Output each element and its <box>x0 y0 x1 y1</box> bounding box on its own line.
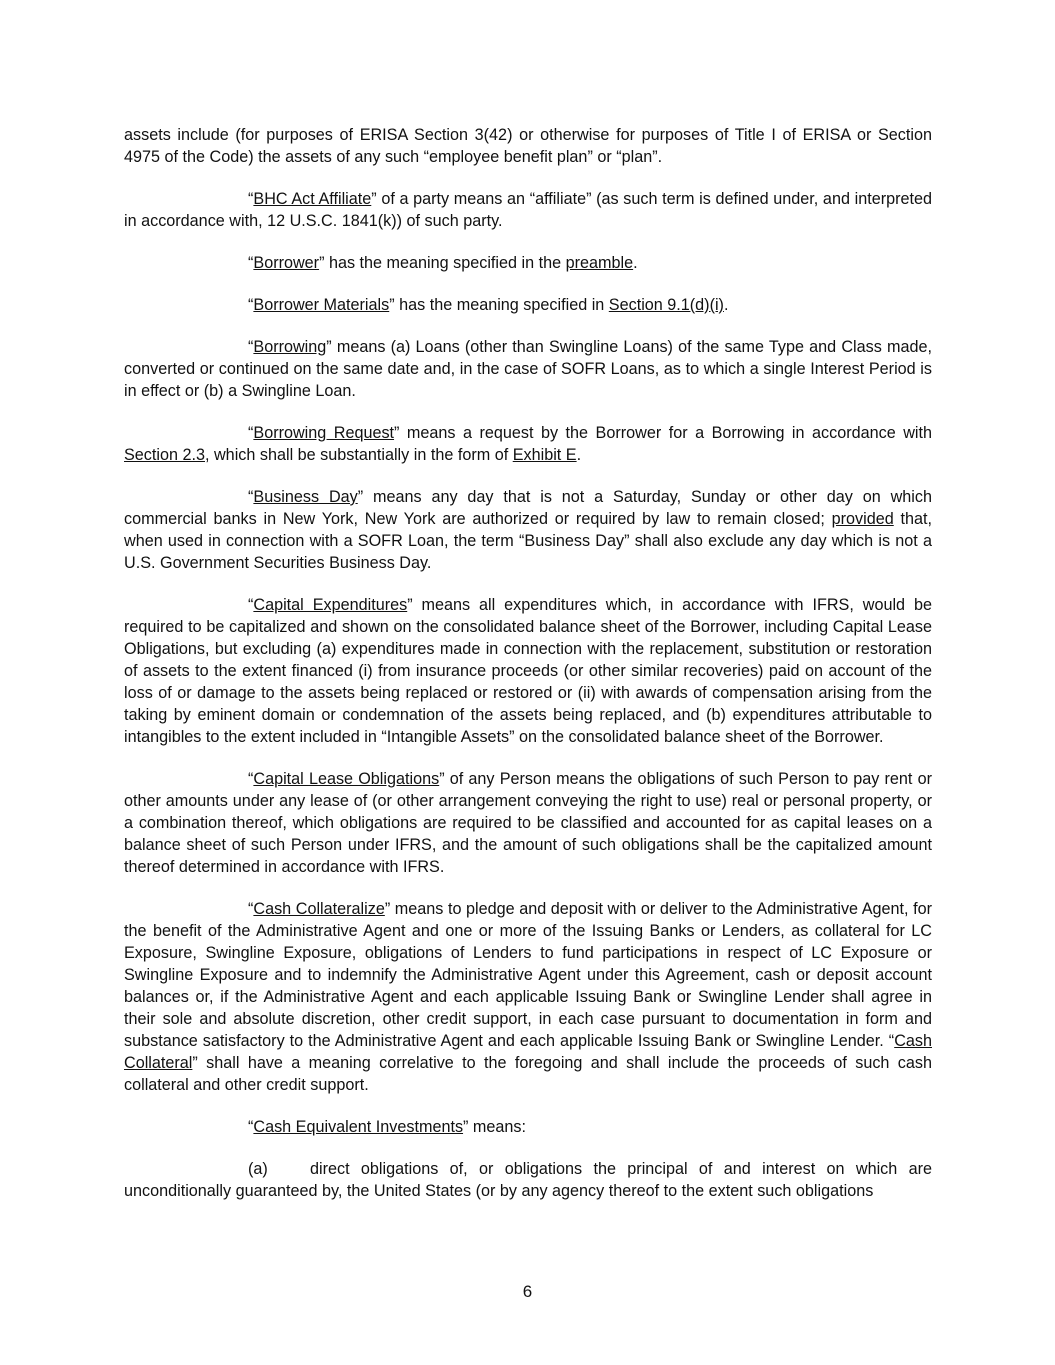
list-item-a <box>124 1158 932 1202</box>
defined-term: Cash Collateral <box>124 1032 932 1072</box>
definition-text: ” means (a) Loans (other than Swingline Loans) of the same Type and Class made, converted or continued on the same date and, in the case of SOFR Loans, as to which a single Interest Period is in effect or (b) a Swingline Loan. <box>124 338 932 400</box>
definition-capital-expenditures <box>124 594 932 748</box>
open-quote: “ <box>248 296 254 314</box>
paragraph-text: assets include (for purposes of ERISA Section 3(42) or otherwise for purposes of Title I of ERISA or Section 4975 of the Code) the assets of any such “employee benefit plan” or “plan”. <box>124 126 932 166</box>
definition-text: ” means a request by the Borrower for a Borrowing in accordance with <box>394 424 932 442</box>
document-page <box>124 124 932 1222</box>
open-quote: “ <box>248 338 254 356</box>
cross-reference: Section 9.1(d)(i) <box>608 296 724 314</box>
defined-term: Cash Equivalent Investments <box>253 1118 464 1136</box>
defined-term: Borrowing Request <box>253 424 395 442</box>
definition-cash-equivalent-investments <box>124 1116 932 1138</box>
definition-text: . <box>576 446 582 464</box>
definition-text: ” has the meaning specified in the <box>319 254 566 272</box>
list-item-label: (a) <box>248 1160 268 1178</box>
open-quote: “ <box>248 596 254 614</box>
definition-text: ” means to pledge and deposit with or deliver to the Administrative Agent, for the benefit of the Administrative Agent and one or more of the Issuing Banks or Lenders, as collateral for LC Exposure, Swingline Exposure, obligations of Lenders to fund participations in respect of LC Exposure or Swingline Exposure and to indemnify the Administrative Agent under this Agreement, cash or deposit account balances or, if the Administrative Agent and each applicable Issuing Bank or Swingline Lender shall agree in their sole and absolute discretion, other credit support, in each case pursuant to documentation in form and substance satisfactory to the Administrative Agent and each applicable Issuing Bank or Swingline Lender. “ <box>124 900 932 1050</box>
definition-text: ” of a party means an “affiliate” (as such term is defined under, and interpreted in accordance with, 12 U.S.C. 1841(k)) of such party. <box>124 190 932 230</box>
definition-text: ” has the meaning specified in <box>389 296 609 314</box>
cross-reference: Section 2.3 <box>124 446 205 464</box>
open-quote: “ <box>248 190 254 208</box>
defined-term: BHC Act Affiliate <box>253 190 372 208</box>
definition-borrowing-request <box>124 422 932 466</box>
cross-reference: preamble <box>565 254 634 272</box>
definition-text: . <box>723 296 729 314</box>
paragraph-erisa-continuation <box>124 124 932 168</box>
definition-text: . <box>633 254 638 272</box>
open-quote: “ <box>248 770 254 788</box>
defined-term: Borrowing <box>253 338 327 356</box>
list-item-text: direct obligations of, or obligations the principal of and interest on which are unconditionally guaranteed by, the United States (or by any agency thereof to the extent such obligations <box>124 1160 932 1200</box>
open-quote: “ <box>248 1118 254 1136</box>
definition-borrowing <box>124 336 932 402</box>
definition-text: ” means all expenditures which, in accordance with IFRS, would be required to be capitalized and shown on the consolidated balance sheet of the Borrower, including Capital Lease Obligations, but excluding (a) expenditures made in connection with the replacement, substitution or restoration of assets to the extent financed (i) from insurance proceeds (or other similar recoveries) paid on account of the loss of or damage to the assets being replaced or restored or (ii) with awards of compensation arising from the taking by eminent domain or condemnation of the assets being replaced, and (b) expenditures attributable to intangibles to the extent included in “Intangible Assets” on the consolidated balance sheet of the Borrower. <box>124 596 932 746</box>
definition-text: ” of any Person means the obligations of such Person to pay rent or other amounts under any lease of (or other arrangement conveying the right to use) real or personal property, or a combination thereof, which obligations are required to be classified and accounted for as capital leases on a balance sheet of such Person under IFRS, and the amount of such obligations shall be the capitalized amount thereof determined in accordance with IFRS. <box>124 770 932 876</box>
cross-reference: Exhibit E <box>512 446 577 464</box>
definition-text: , which shall be substantially in the form of <box>205 446 513 464</box>
definition-cash-collateralize <box>124 898 932 1096</box>
open-quote: “ <box>248 424 254 442</box>
definition-text: that, when used in connection with a SOFR Loan, the term “Business Day” shall also exclude any day which is not a U.S. Government Securities Business Day. <box>124 510 933 572</box>
definition-borrower <box>124 252 932 274</box>
open-quote: “ <box>248 254 254 272</box>
defined-term: Borrower Materials <box>253 296 390 314</box>
open-quote: “ <box>248 900 254 918</box>
definition-capital-lease-obligations <box>124 768 932 878</box>
definition-text: ” shall have a meaning correlative to the foregoing and shall include the proceeds of such cash collateral and other credit support. <box>124 1054 932 1094</box>
definition-borrower-materials <box>124 294 932 316</box>
definition-bhc-act-affiliate <box>124 188 932 232</box>
defined-term: Borrower <box>253 254 320 272</box>
definition-text: ” means any day that is not a Saturday, Sunday or other day on which commercial banks in New York, New York are authorized or required by law to remain closed; <box>124 488 932 528</box>
proviso-term: provided <box>831 510 894 528</box>
definition-text: ” means: <box>463 1118 527 1136</box>
defined-term: Cash Collateralize <box>253 900 385 918</box>
defined-term: Capital Expenditures <box>253 596 408 614</box>
defined-term: Business Day <box>253 488 358 506</box>
defined-term: Capital Lease Obligations <box>253 770 440 788</box>
page-number: 6 <box>522 1282 533 1301</box>
definition-business-day <box>124 486 932 574</box>
open-quote: “ <box>248 488 254 506</box>
